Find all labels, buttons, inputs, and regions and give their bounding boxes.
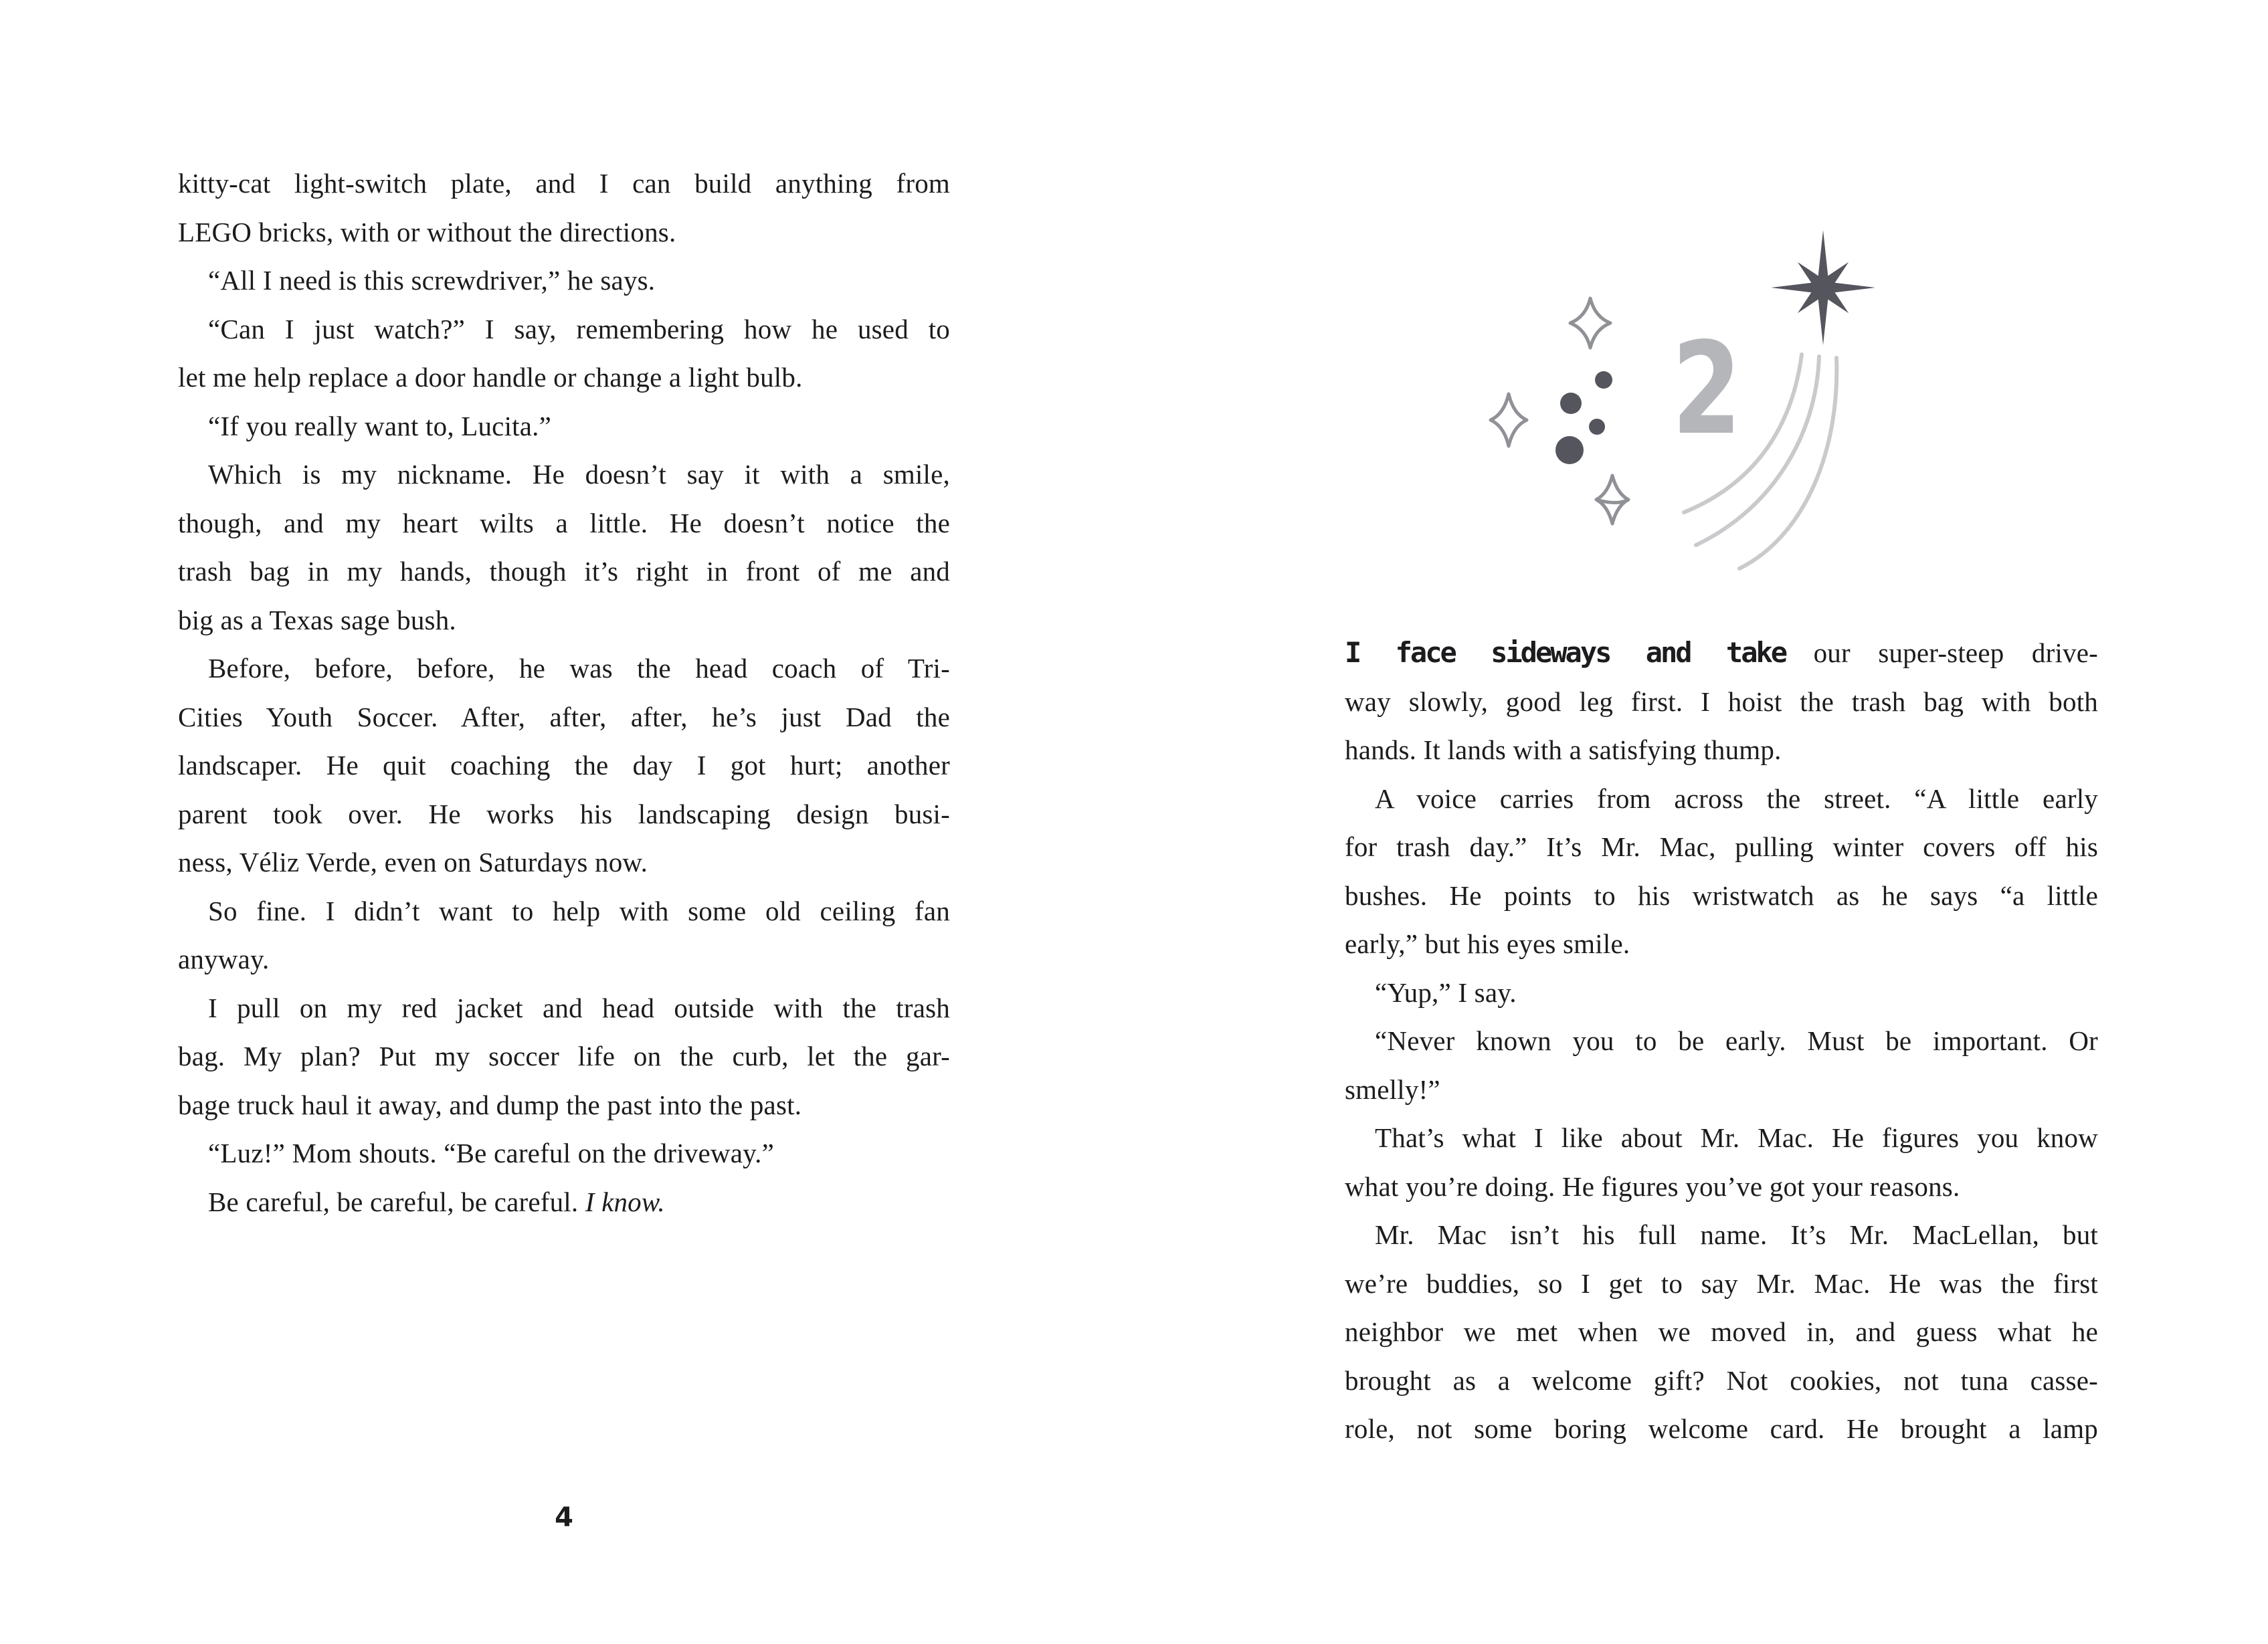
text-line <box>178 790 950 839</box>
body-text: neighbor we met when we moved in, and guess what he <box>1345 1316 2098 1347</box>
body-text: Mr. Mac isn’t his full name. It’s Mr. MacLellan, but <box>1375 1219 2098 1250</box>
text-line <box>1345 1211 2098 1259</box>
text-line <box>1345 1259 2098 1308</box>
body-text: So fine. I didn’t want to help with some old ceiling fan <box>208 895 950 926</box>
text-line <box>1345 871 2098 920</box>
text-line <box>178 208 950 257</box>
text-line <box>178 159 950 208</box>
text-line <box>178 838 950 887</box>
text-line <box>178 935 950 984</box>
text-line <box>1345 726 2098 775</box>
body-text: for trash day.” It’s Mr. Mac, pulling winter covers off his <box>1345 831 2098 862</box>
body-text: ness, Véliz Verde, even on Saturdays now. <box>178 847 648 878</box>
text-line <box>178 450 950 499</box>
body-text: I pull on my red jacket and head outside with the trash <box>208 992 950 1023</box>
text-line <box>178 1032 950 1081</box>
body-text: role, not some boring welcome card. He brought a lamp <box>1345 1413 2098 1444</box>
body-text: early,” but his eyes smile. <box>1345 928 1630 959</box>
text-line <box>178 644 950 693</box>
body-text: parent took over. He works his landscaping design busi- <box>178 798 950 829</box>
text-line <box>1345 1308 2098 1356</box>
text-line <box>1345 1114 2098 1162</box>
shooting-star-icon <box>1771 230 1875 345</box>
text-line <box>178 1178 950 1227</box>
body-text: brought as a welcome gift? Not cookies, not tuna casse- <box>1345 1364 2098 1396</box>
text-line <box>1345 920 2098 968</box>
text-line <box>1345 968 2098 1017</box>
body-text: “Can I just watch?” I say, remembering how he used to <box>208 313 950 344</box>
body-text: “Luz!” Mom shouts. “Be careful on the driveway.” <box>208 1138 774 1168</box>
body-text: bushes. He points to his wristwatch as he says “a little <box>1345 880 2098 911</box>
chapter-ornament <box>1458 221 1887 595</box>
body-text: “Yup,” I say. <box>1375 977 1517 1008</box>
text-line <box>1345 629 2098 678</box>
chapter-opener-text: I face sideways and take <box>1345 636 1786 669</box>
body-text: “All I need is this screwdriver,” he says. <box>208 265 656 296</box>
body-text: Cities Youth Soccer. After, after, after, he’s just Dad the <box>178 701 950 732</box>
body-text: A voice carries from across the street. “A little early <box>1375 783 2098 814</box>
body-text: hands. It lands with a satisfying thump. <box>1345 734 1782 765</box>
text-line <box>1345 775 2098 823</box>
text-line <box>1345 678 2098 726</box>
body-text: Be careful, be careful, be careful. <box>208 1186 585 1217</box>
text-line <box>178 353 950 402</box>
text-line <box>178 499 950 548</box>
body-text: kitty-cat light-switch plate, and I can build anything from <box>178 168 950 199</box>
sparkle-icon <box>1491 298 1628 524</box>
text-line <box>178 596 950 645</box>
body-text: Before, before, before, he was the head coach of Tri- <box>208 653 950 684</box>
body-text: anyway. <box>178 944 270 974</box>
text-line <box>1345 1017 2098 1065</box>
text-line <box>178 887 950 936</box>
body-text: trash bag in my hands, though it’s right in front of me and <box>178 556 950 587</box>
body-text: way slowly, good leg first. I hoist the trash bag with both <box>1345 686 2098 717</box>
body-text: big as a Texas sage bush. <box>178 604 456 635</box>
text-line <box>178 693 950 742</box>
text-line <box>1345 1356 2098 1405</box>
text-line <box>178 1081 950 1130</box>
body-text: let me help replace a door handle or change a light bulb. <box>178 362 803 393</box>
page-number: 4 <box>555 1502 573 1533</box>
text-line <box>1345 823 2098 871</box>
body-text: bag. My plan? Put my soccer life on the curb, let the gar- <box>178 1041 950 1071</box>
body-text: landscaper. He quit coaching the day I got hurt; another <box>178 750 950 781</box>
body-text: That’s what I like about Mr. Mac. He figures you know <box>1375 1122 2098 1153</box>
text-line <box>178 741 950 790</box>
body-text: Which is my nickname. He doesn’t say it with a smile, <box>208 459 950 490</box>
right-page-text-column <box>1345 629 2098 1453</box>
body-text: our super-steep drive- <box>1786 637 2099 668</box>
sparkle-dots <box>1555 371 1612 464</box>
text-line <box>178 256 950 305</box>
body-text: “If you really want to, Lucita.” <box>208 410 551 441</box>
body-text: “Never known you to be early. Must be important. Or <box>1375 1025 2098 1056</box>
body-text: though, and my heart wilts a little. He doesn’t notice the <box>178 507 950 538</box>
text-line <box>178 984 950 1033</box>
body-text: I know. <box>585 1186 665 1217</box>
text-line <box>178 1129 950 1178</box>
text-line <box>178 305 950 354</box>
body-text: smelly!” <box>1345 1073 1440 1105</box>
text-line <box>178 547 950 596</box>
text-line <box>1345 1162 2098 1211</box>
left-page-text-column <box>178 159 950 1226</box>
body-text: bage truck haul it away, and dump the past into the past. <box>178 1089 802 1120</box>
text-line <box>178 402 950 451</box>
text-line <box>1345 1405 2098 1453</box>
chapter-number: 2 <box>1672 315 1741 463</box>
text-line <box>1345 1065 2098 1114</box>
body-text: what you’re doing. He figures you’ve got your reasons. <box>1345 1170 1960 1202</box>
body-text: we’re buddies, so I get to say Mr. Mac. He was the first <box>1345 1267 2098 1299</box>
body-text: LEGO bricks, with or without the directions. <box>178 216 676 247</box>
